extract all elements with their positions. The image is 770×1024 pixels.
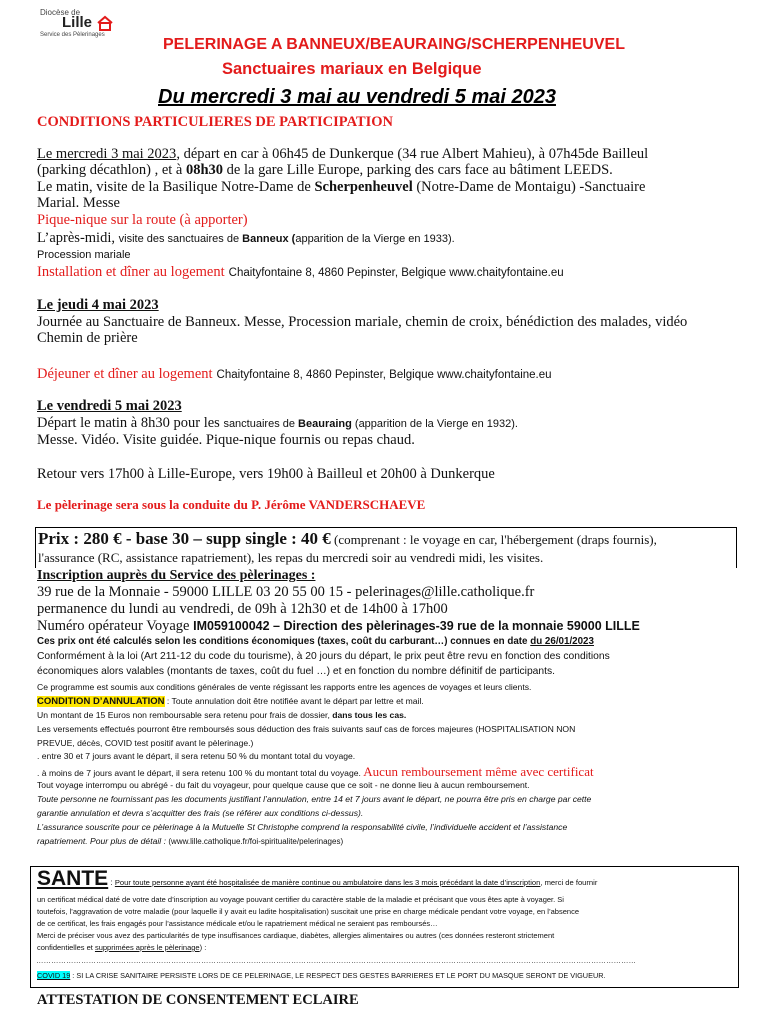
covid-label: COVID 19 (37, 971, 71, 980)
day1-line6 (37, 229, 455, 247)
fine-p15 (37, 836, 343, 846)
day3-heading: Le vendredi 5 mai 2023 (37, 398, 182, 414)
day1-heading: Le mercredi 3 mai 2023 (37, 146, 177, 162)
cancel-label: CONDITION D’ANNULATION (37, 696, 165, 707)
day3-line1 (37, 414, 518, 432)
day1-text2c: de la gare Lille Europe, parking des cars face au bâtiment LEEDS. (223, 162, 613, 178)
fine-p9: . entre 30 et 7 jours avant le départ, il sera retenu 50 % du montant total du voyage. (37, 751, 356, 761)
covid-text: : SI LA CRISE SANITAIRE PERSISTE LORS DE CE PELERINAGE, LE RESPECT DES GESTES BARRIERES ET LE PORT DU MASQUE SERONT DE VIGUEUR. (70, 971, 606, 980)
day1-banneux: Banneux ( (242, 233, 296, 245)
logo-main: Lille (62, 14, 93, 31)
conditions-heading: CONDITIONS PARTICULIERES DE PARTICIPATION (37, 114, 394, 130)
day1-scherpenheuvel: Scherpenheuvel (314, 179, 413, 195)
sante-hospital: Pour toute personne ayant été hospitalisée de manière continue ou ambulatoire dans les 3 mois précédant la date d’inscription (114, 878, 541, 887)
fine-date: du 26/01/2023 (530, 636, 594, 647)
day3-text1a: Départ le matin à 8h30 pour les (37, 415, 224, 431)
fine-p6 (37, 710, 406, 720)
sante-title: SANTE (37, 867, 109, 890)
day1-text6b: visite des sanctuaires de (118, 233, 243, 245)
fine-p8: PREVUE, décès, COVID test positif avant le pèlerinage.) (37, 738, 254, 748)
logo-top: Diocèse de (40, 8, 81, 17)
sante-l6b: supprimées après le pèlerinage (94, 943, 200, 952)
day1-time: 08h30 (185, 162, 224, 178)
day1-line2 (37, 162, 613, 179)
day3-text1d: (apparition de la Vierge en 1932). (351, 418, 518, 430)
sante-line1 (37, 867, 597, 891)
day3-beauraing: Beauraing (298, 418, 352, 430)
fine-p4: Ce programme est soumis aux conditions générales de vente régissant les rapports entre les agences de voyages et leurs clients. (37, 682, 532, 692)
sante-l5: Merci de préciser vous avez des particularités de type insuffisances cardiaque, diabètes, allergies alimentaires ou autres (ces données resteront strictement (37, 931, 555, 940)
fine-p7: Les versements effectués pourront être remboursés sous déduction des frais suivants sauf cas de forces majeures (HOSPITALISATION NON (37, 724, 576, 734)
fine-p6a: Un montant de 15 Euros non remboursable sera retenu pour frais de dossier, (37, 710, 333, 720)
inscription-address: 39 rue de la Monnaie - 59000 LILLE 03 20 55 00 15 - pelerinages@lille.catholique.fr (37, 584, 535, 600)
fine-p6b: dans tous les cas. (332, 710, 407, 720)
sante-l6 (37, 943, 206, 952)
fine-p12: Toute personne ne fournissant pas les documents justifiant l’annulation, entre 14 et 7 jours avant le départ, ne pourra être pris en charge par cette (37, 794, 592, 804)
day1-line1 (37, 146, 648, 163)
price-includes: (comprenant : le voyage en car, l'hébergement (draps fournis), (330, 532, 657, 547)
sante-l4: de ce certificat, les frais engagés pour l’assistance médicale et/ou le rapatriement médical ne seraient pas remboursés… (37, 919, 438, 928)
price-line1 (38, 529, 657, 549)
operator-number: IM059100042 – Direction des pèlerinages-39 rue de la monnaie 59000 LILLE (193, 619, 640, 633)
day1-text6d: apparition de la Vierge en 1933). (295, 233, 455, 245)
day2-line2: Chemin de prière (37, 330, 138, 346)
page-dates: Du mercredi 3 mai au vendredi 5 mai 2023 (158, 86, 556, 108)
day1-text3a: Le matin, visite de la Basilique Notre-Dame de (37, 179, 315, 195)
sante-sep: : (108, 878, 115, 887)
day2-line3 (37, 365, 552, 383)
inscription-hours: permanence du lundi au vendredi, de 09h à 12h30 et de 14h00 à 17h00 (37, 601, 448, 617)
sante-l2: un certificat médical daté de votre date d’inscription au voyage pouvant certifier du caractère stable de la maladie et précisant que vous êtes apte à voyager. Si (37, 895, 564, 904)
fine-p5 (37, 696, 424, 707)
fine-p3: économiques alors valables (montants de taxes, coût du fuel …) et en fonction du nombre définitif de participants. (37, 666, 555, 677)
day2-address: Chaityfontaine 8, 4860 Pepinster, Belgique www.chaityfontaine.eu (216, 369, 552, 381)
fine-p10 (37, 763, 594, 781)
page-title: PELERINAGE A BANNEUX/BEAURAING/SCHERPENHEUVEL (163, 36, 625, 53)
fine-p10a: . à moins de 7 jours avant le départ, il sera retenu 100 % du montant total du voyage. (37, 768, 364, 778)
website-link[interactable]: (www.lille.catholique.fr/foi-spiritualite/pelerinages) (168, 837, 344, 846)
operator-label: Numéro opérateur Voyage (37, 618, 194, 634)
price-line2: l'assurance (RC, assistance rapatriement), les repas du mercredi soir au vendredi midi, les visites. (38, 550, 544, 565)
inscription-operator (37, 617, 640, 635)
fine-p1a: Ces prix ont été calculés selon les conditions économiques (taxes, coût du carburant…) connues en date (37, 636, 531, 647)
day1-picnic: Pique-nique sur la route (à apporter) (37, 212, 248, 228)
day1-address: Chaityfontaine 8, 4860 Pepinster, Belgique www.chaityfontaine.eu (228, 267, 564, 279)
sante-dots: …………………………………………………………………………………………………………………………………………………………………………………………………………………… (36, 956, 636, 965)
logo-sub: Service des Pèlerinages (40, 32, 105, 38)
covid-line (37, 971, 606, 980)
fine-p11: Tout voyage interrompu ou abrégé - du fait du voyageur, pour quelque cause que ce soit - ne donne lieu à aucun remboursement. (37, 780, 530, 790)
day2-meals: Déjeuner et dîner au logement (37, 366, 213, 382)
no-refund-warning: Aucun remboursement même avec certificat (363, 764, 594, 779)
day3-line2: Messe. Vidéo. Visite guidée. Pique-nique fournis ou repas chaud. (37, 432, 415, 448)
diocese-logo (38, 8, 118, 42)
fine-p14: L’assurance souscrite pour ce pèlerinage à la Mutuelle St Christophe comprend la responsabilité civile, l’individuelle accident et l’assistance (37, 822, 568, 832)
day1-line3 (37, 179, 645, 196)
house-icon (96, 15, 114, 31)
sante-l6c: ) : (199, 943, 207, 952)
sante-l3: toutefois, l’aggravation de votre maladie (pour laquelle il y avait eu ladite hospitalisation) suscitait une prise en charge médicale pendant votre voyage, en l’absence (37, 907, 579, 916)
day1-text6a: L’après-midi, (37, 230, 119, 246)
conduct-line: Le pèlerinage sera sous la conduite du P. Jérôme VANDERSCHAEVE (37, 497, 426, 512)
attestation-heading: ATTESTATION DE CONSENTEMENT ECLAIRE (37, 992, 359, 1008)
day1-procession: Procession mariale (37, 249, 131, 261)
day1-line4: Marial. Messe (37, 195, 120, 211)
day1-text3c: (Notre-Dame de Montaigu) -Sanctuaire (412, 179, 646, 195)
day2-line1: Journée au Sanctuaire de Banneux. Messe, Procession mariale, chemin de croix, bénédiction des malades, vidéo (37, 314, 688, 330)
day2-heading: Le jeudi 4 mai 2023 (37, 297, 159, 313)
fine-p13: garantie annulation et devra s’acquitter des frais (se référer aux conditions ci-dessus). (37, 808, 364, 818)
day1-lodging: Installation et dîner au logement (37, 264, 225, 280)
fine-p15a: rapatriement. Pour plus de détail : (37, 836, 169, 846)
sante-l6a: confidentielles et (37, 943, 95, 952)
day1-text2a: (parking décathlon) , et à (37, 162, 186, 178)
day1-line8 (37, 263, 564, 281)
inscription-heading: Inscription auprès du Service des pèlerinages : (37, 568, 316, 583)
price-main: Prix : 280 € - base 30 – supp single : 40 € (38, 529, 331, 548)
day1-text1: , départ en car à 06h45 de Dunkerque (34 rue Albert Mahieu), à 07h45de Bailleul (176, 146, 649, 162)
page-subtitle: Sanctuaires mariaux en Belgique (222, 60, 482, 78)
day3-return: Retour vers 17h00 à Lille-Europe, vers 19h00 à Bailleul et 20h00 à Dunkerque (37, 466, 495, 482)
day3-text1b: sanctuaires de (223, 418, 299, 430)
sante-l1c: , merci de fournir (540, 878, 598, 887)
fine-p5-text: : Toute annulation doit être notifiée avant le départ par lettre et mail. (164, 696, 424, 706)
fine-p2: Conformément à la loi (Art 211-12 du code du tourisme), à 20 jours du départ, le prix peut être revu en fonction des conditions (37, 651, 610, 662)
fine-p1 (37, 636, 594, 647)
